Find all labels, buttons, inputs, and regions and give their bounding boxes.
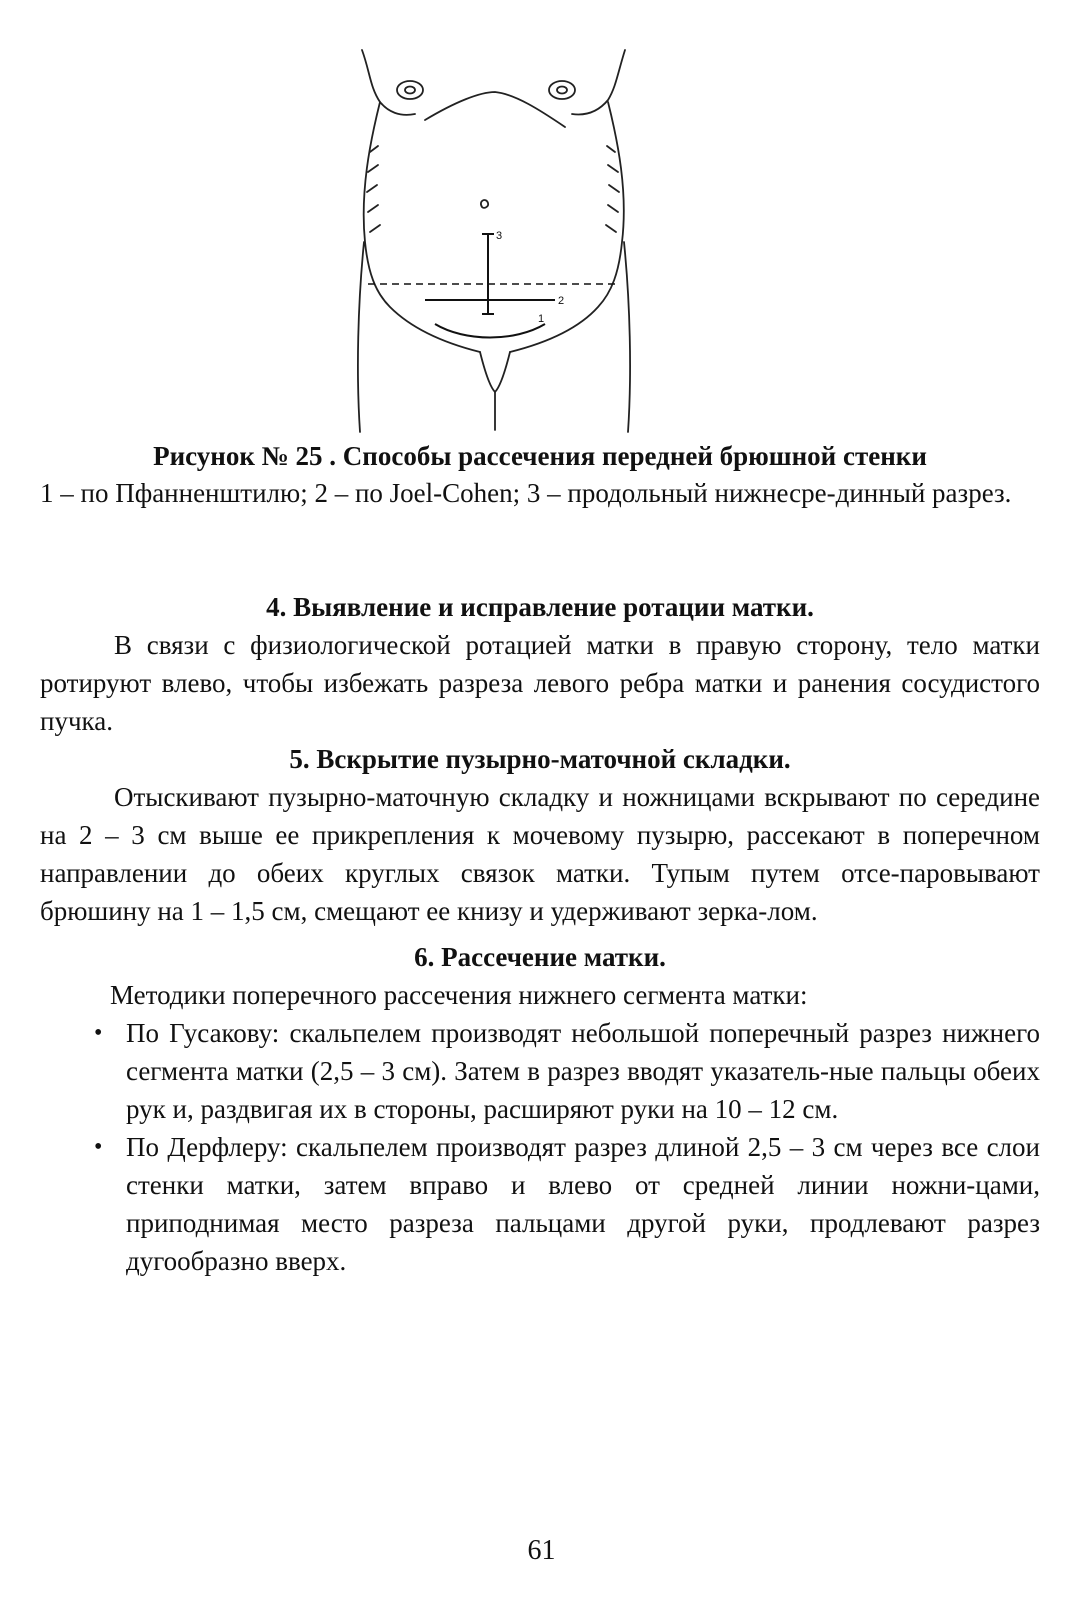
left-breast [397,81,423,99]
right-breast [549,81,575,99]
abdomen-left-contour [364,102,480,352]
section-5-heading: 5. Вскрытие пузырно-маточной складки. [289,744,791,774]
list-item [40,1128,1040,1280]
ribcage-line [425,92,565,127]
section-6-heading: 6. Рассечение матки. [414,942,666,972]
section-4-heading: 4. Выявление и исправление ротации матки. [266,592,814,622]
methods-list [40,1014,1040,1280]
abdomen-right-contour [510,102,624,352]
section-4-text: В связи с физиологической ротацией матки в правую сторону, тело матки ротируют влево, чтобы избежать разреза левого ребра матки и ранения сосудистого пучка. [40,630,1040,736]
incision-1-pfannenstiel [435,324,545,338]
page-content [40,588,1040,1280]
figure-legend: 1 – по Пфанненштилю; 2 – по Joel-Cohen; 3 – продольный нижнесре-динный разрез. [40,478,1012,508]
figure-title: Рисунок № 25 . Способы рассечения передней брюшной стенки [153,441,927,471]
method-dorfler: По Дерфлеру: скальпелем производят разрез длиной 2,5 – 3 см через все слои стенки матки, затем вправо и влево от средней линии ножни-цами, приподнимая место разреза пальцами другой руки, продлевают разрез дугообразно вверх. [126,1132,1040,1276]
label-3: 3 [496,230,503,242]
bullet-icon: • [94,1134,103,1160]
right-thigh-line [624,242,630,432]
figure-caption [40,438,1040,512]
left-thigh-line [358,242,364,432]
navel [481,200,488,208]
page-number: 61 [527,1535,556,1566]
abdomen-drawing [340,42,650,437]
bullet-icon: • [94,1020,103,1046]
left-chest-line [362,50,415,115]
label-2: 2 [558,295,565,307]
pubic-line [480,352,510,392]
abdomen-incision-figure [340,42,650,437]
label-1: 1 [538,313,545,325]
list-item [40,1014,1040,1128]
right-chest-line [572,50,625,114]
method-gusakov: По Гусакову: скальпелем производят небольшой поперечный разрез нижнего сегмента матки (2,5 – 3 см). Затем в разрез вводят указатель-ные пальцы обеих рук и, раздвигая их в стороны, расширяют руки на 10 – 12 см. [126,1018,1040,1124]
section-6-lead: Методики поперечного рассечения нижнего сегмента матки: [110,980,808,1010]
section-5-text: Отыскивают пузырно-маточную складку и ножницами вскрывают по середине на 2 – 3 см выше ее прикрепления к мочевому пузырю, рассекают в поперечном направлении до обеих круглых связок матки. Тупым путем отсе-паровывают брюшину на 1 – 1,5 см, смещают ее книзу и удерживают зерка-лом. [40,782,1040,926]
